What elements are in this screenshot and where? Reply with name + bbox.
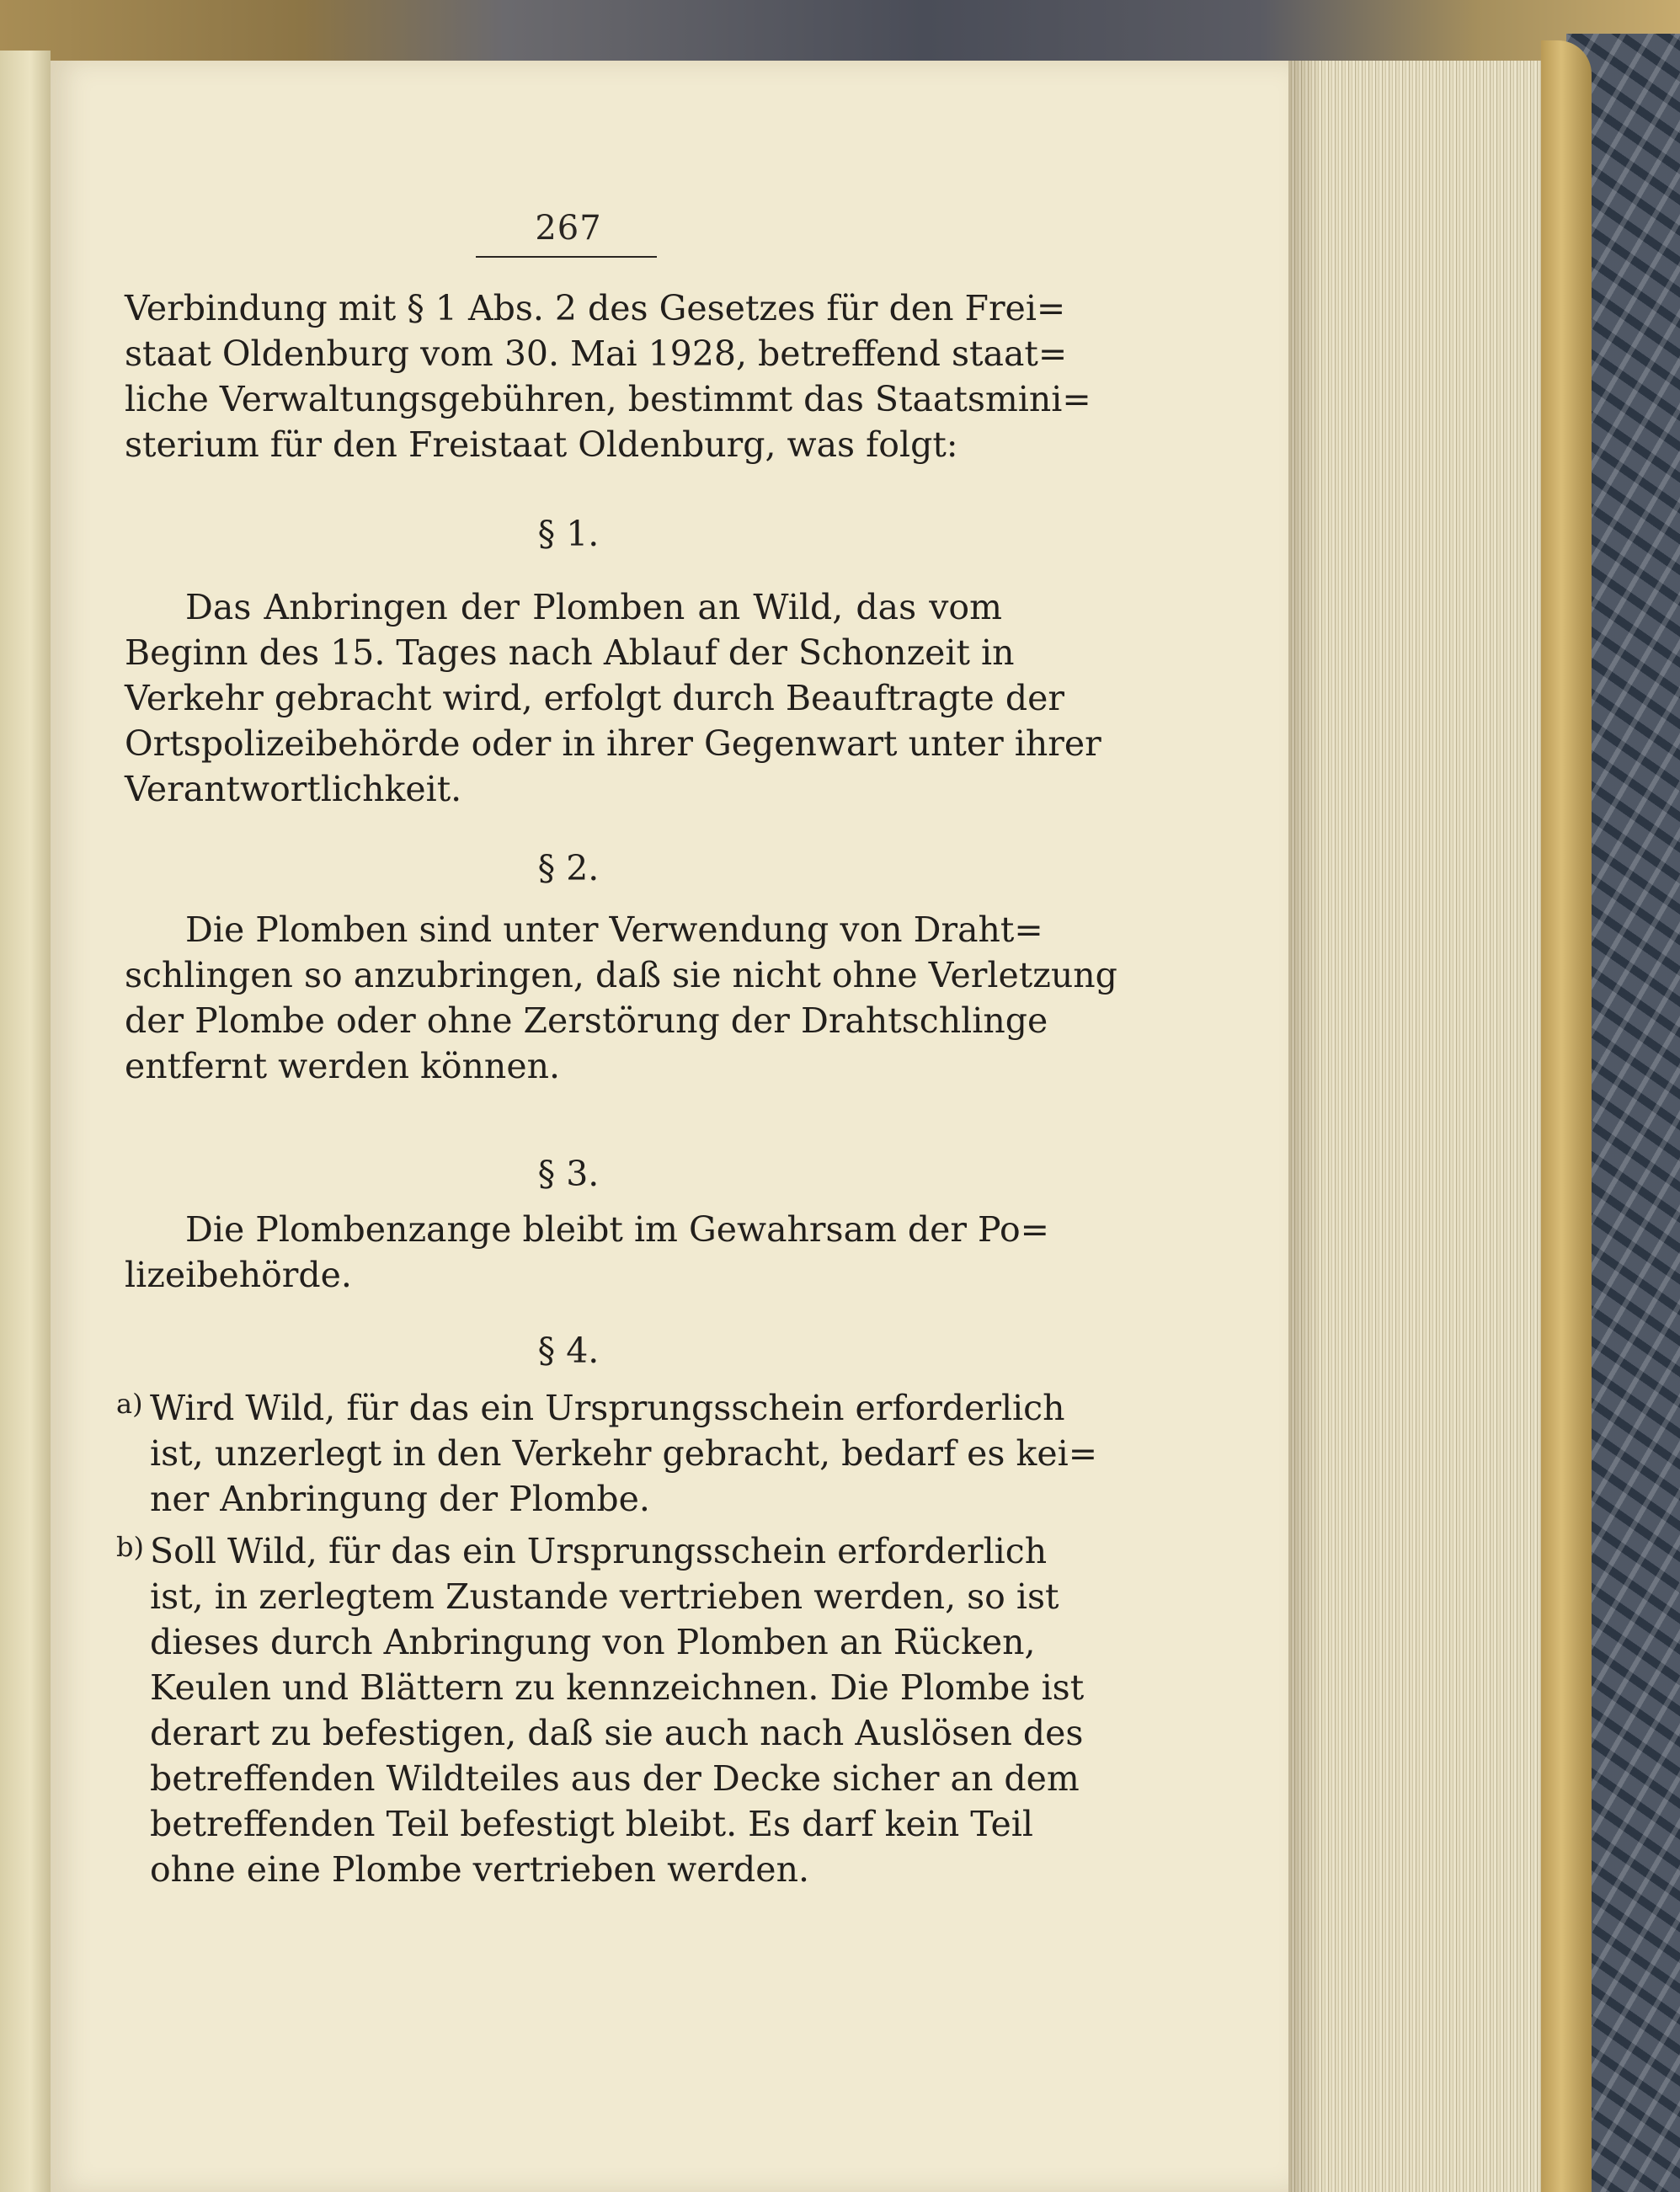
text-line: Keulen und Blättern zu kennzeichnen. Die Plombe ist	[150, 1667, 1085, 1708]
text-line: Beginn des 15. Tages nach Ablauf der Schonzeit in	[125, 632, 1015, 673]
text-line: liche Verwaltungsgebühren, bestimmt das Staatsmini=	[125, 379, 1091, 419]
text-line: ner Anbringung der Plombe.	[150, 1479, 650, 1519]
section-heading-3: § 3.	[537, 1154, 600, 1194]
text-line: dieses durch Anbringung von Plomben an Rücken,	[150, 1622, 1036, 1662]
text-line: ist, unzerlegt in den Verkehr gebracht, bedarf es kei=	[150, 1433, 1098, 1474]
list-item-text	[150, 1531, 1085, 1895]
text-line: Verantwortlichkeit.	[125, 769, 462, 809]
text-line: entfernt werden können.	[125, 1046, 561, 1086]
section-heading-4: § 4.	[537, 1331, 600, 1371]
text-line: betreffenden Teil befestigt bleibt. Es darf kein Teil	[150, 1804, 1033, 1844]
gilt-cover-edge	[1541, 40, 1592, 2192]
text-line: Verbindung mit § 1 Abs. 2 des Gesetzes für den Frei=	[125, 288, 1066, 328]
text-line: Die Plombenzange bleibt im Gewahrsam der Po=	[185, 1209, 1050, 1250]
list-item-text	[150, 1388, 1098, 1524]
page-edge-shadow	[1288, 61, 1322, 2192]
text-line: ohne eine Plombe vertrieben werden.	[150, 1849, 810, 1890]
text-line: Soll Wild, für das ein Ursprungsschein erforderlich	[150, 1531, 1048, 1571]
section-1-paragraph	[125, 587, 1101, 814]
text-line: ist, in zerlegtem Zustande vertrieben werden, so ist	[150, 1576, 1059, 1617]
list-marker: a)	[116, 1388, 143, 1420]
text-line: schlingen so anzubringen, daß sie nicht ohne Verletzung	[125, 955, 1117, 995]
header-rule	[476, 256, 657, 258]
text-line: Verkehr gebracht wird, erfolgt durch Beauftragte der	[125, 678, 1064, 718]
facing-page-edge	[0, 51, 51, 2192]
text-line: Ortspolizeibehörde oder in ihrer Gegenwart unter ihrer	[125, 723, 1101, 764]
list-marker: b)	[116, 1531, 144, 1563]
page-number: 267	[535, 209, 602, 248]
book-binding-top	[0, 0, 1680, 67]
text-line: betreffenden Wildteiles aus der Decke sicher an dem	[150, 1758, 1080, 1799]
text-line: sterium für den Freistaat Oldenburg, was folgt:	[125, 424, 958, 465]
text-line: lizeibehörde.	[125, 1255, 352, 1295]
section-heading-1: § 1.	[537, 514, 600, 554]
section-heading-2: § 2.	[537, 848, 600, 888]
text-line: Wird Wild, für das ein Ursprungsschein erforderlich	[150, 1388, 1065, 1428]
text-line: Das Anbringen der Plomben an Wild, das vom	[185, 587, 1002, 627]
text-line: Die Plomben sind unter Verwendung von Draht=	[185, 909, 1043, 950]
page-block-edges	[1288, 61, 1541, 2192]
intro-paragraph	[125, 288, 1091, 470]
text-line: staat Oldenburg vom 30. Mai 1928, betreffend staat=	[125, 333, 1068, 374]
text-line: der Plombe oder ohne Zerstörung der Drahtschlinge	[125, 1000, 1048, 1041]
section-3-paragraph	[125, 1209, 1050, 1300]
section-2-paragraph	[125, 909, 1117, 1091]
text-line: derart zu befestigen, daß sie auch nach Auslösen des	[150, 1713, 1084, 1753]
